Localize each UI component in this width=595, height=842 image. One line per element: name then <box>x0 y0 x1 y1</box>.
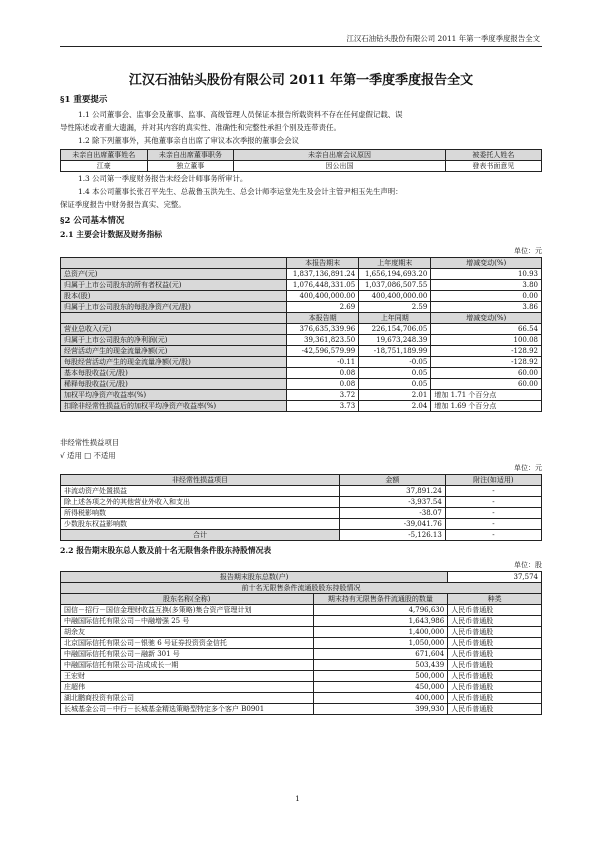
table-total-value: -5,126.13 <box>339 530 445 541</box>
table-cell: -0.05 <box>359 357 431 368</box>
applicable-choice: √ 适用 □ 不适用 <box>60 451 116 460</box>
table-header: 上年度期末 <box>359 258 431 269</box>
table-header: 未亲自出席董事职务 <box>147 150 234 161</box>
table-cell: 503,439 <box>313 660 448 671</box>
subsection-2-2-heading: 2.2 报告期末股东总人数及前十名无限售条件股东持股情况表 <box>60 546 272 555</box>
table-cell: 1,400,000 <box>313 627 448 638</box>
table-cell: 1,076,448,331.05 <box>287 280 359 291</box>
para-1-4-cont: 保证季度报告中财务报告真实、完整。 <box>60 200 186 209</box>
table-cell: 450,000 <box>313 682 448 693</box>
shareholder-subtitle: 前十名无限售条件流通股股东持股情况 <box>61 583 542 594</box>
absent-directors-table <box>60 149 542 172</box>
table-cell: 0.05 <box>359 368 431 379</box>
table-cell: 400,400,000.00 <box>359 291 431 302</box>
table-cell: 19,673,248.39 <box>359 335 431 346</box>
running-header: 江汉石油钻头股份有限公司 2011 年第一季度季度报告全文 <box>346 34 540 43</box>
table-cell: 66.54 <box>431 324 542 335</box>
table-cell: 人民币普通股 <box>448 671 542 682</box>
table-cell: 2.01 <box>359 390 431 401</box>
subsection-2-1-heading: 2.1 主要会计数据及财务指标 <box>60 230 163 239</box>
table-cell: 中融国际信托有限公司－中融增强 25 号 <box>61 616 314 627</box>
table-cell: 2.59 <box>359 302 431 313</box>
table-cell: 376,635,339.96 <box>287 324 359 335</box>
table-cell: 稀释每股收益(元/股) <box>61 379 287 390</box>
table-cell: 人民币普通股 <box>448 638 542 649</box>
table-cell: 1,643,986 <box>313 616 448 627</box>
table-cell: 因公出国 <box>234 161 446 172</box>
table-cell: 671,604 <box>313 649 448 660</box>
table-cell: 人民币普通股 <box>448 704 542 715</box>
table-cell: -128.92 <box>431 346 542 357</box>
table-cell: 1,837,136,891.24 <box>287 269 359 280</box>
table-cell: 60.00 <box>431 368 542 379</box>
table-header: 非经常性损益项目 <box>61 475 340 486</box>
table-cell: 江豪 <box>61 161 148 172</box>
para-1-1-cont: 导性陈述或者重大遗漏，并对其内容的真实性、准确性和完整性承担个别及连带责任。 <box>60 123 341 132</box>
table-cell: 人民币普通股 <box>448 616 542 627</box>
header-divider <box>60 46 542 47</box>
shareholder-total-label: 报告期末股东总数(户) <box>61 572 448 583</box>
table-cell: 39,361,823.50 <box>287 335 359 346</box>
table-cell: -3,937.54 <box>339 497 445 508</box>
table-cell: 总资产(元) <box>61 269 287 280</box>
table-header <box>61 258 287 269</box>
table-cell: 经营活动产生的现金流量净额(元) <box>61 346 287 357</box>
table-header: 股东名称(全称) <box>61 594 314 605</box>
para-1-3: 1.3 公司第一季度财务报告未经会计师事务所审计。 <box>78 174 248 183</box>
table-cell: 3.72 <box>287 390 359 401</box>
table-cell: 庄超伟 <box>61 682 314 693</box>
section-2-heading: §2 公司基本情况 <box>60 216 125 226</box>
nonrecurring-title: 非经常性损益项目 <box>60 438 120 447</box>
table-cell: 399,930 <box>313 704 448 715</box>
table-cell: 王宏财 <box>61 671 314 682</box>
table-header: 金额 <box>339 475 445 486</box>
table-header: 未亲自出席会议原因 <box>234 150 446 161</box>
table-total-note: - <box>445 530 541 541</box>
table-cell: 1,050,000 <box>313 638 448 649</box>
table-cell: 增加 1.71 个百分点 <box>431 390 542 401</box>
para-1-2: 1.2 除下列董事外，其他董事亲自出席了审议本次季报的董事会会议 <box>78 136 300 145</box>
table-cell: 中融国际信托有限公司-洁成成长一期 <box>61 660 314 671</box>
table-cell: 3.86 <box>431 302 542 313</box>
table-cell: 發表书面意见 <box>445 161 541 172</box>
table-cell: 100.08 <box>431 335 542 346</box>
table-header: 种类 <box>448 594 542 605</box>
table-cell: 营业总收入(元) <box>61 324 287 335</box>
table-cell: 400,000 <box>313 693 448 704</box>
table-cell: - <box>445 508 541 519</box>
table-cell: 归属于上市公司股东的净利润(元) <box>61 335 287 346</box>
table-cell: 1,656,194,693.20 <box>359 269 431 280</box>
table-header: 期末持有无限售条件流通股的数量 <box>313 594 448 605</box>
table-cell: 北京国际信托有限公司－银驰 6 号证券投资资金信托 <box>61 638 314 649</box>
table-cell: 226,154,706.05 <box>359 324 431 335</box>
table-cell: 人民币普通股 <box>448 660 542 671</box>
table-cell: 国信－招行－国信金理财收益互换(多策略)集合资产管理计划 <box>61 605 314 616</box>
table-cell: -42,596,579.99 <box>287 346 359 357</box>
table-header: 增减变动(%) <box>431 313 542 324</box>
table-cell: 基本每股收益(元/股) <box>61 368 287 379</box>
table-cell: - <box>445 486 541 497</box>
table-cell: 增加 1.69 个百分点 <box>431 401 542 412</box>
table-cell: 1,037,086,507.55 <box>359 280 431 291</box>
table-cell: 3.80 <box>431 280 542 291</box>
table-cell: 每股经营活动产生的现金流量净额(元/股) <box>61 357 287 368</box>
table-cell: 10.93 <box>431 269 542 280</box>
table-cell: 人民币普通股 <box>448 605 542 616</box>
table-cell: 归属于上市公司股东的所有者权益(元) <box>61 280 287 291</box>
table-cell: 0.08 <box>287 379 359 390</box>
table-cell: 中融国际信托有限公司－融新 301 号 <box>61 649 314 660</box>
table-cell: 400,400,000.00 <box>287 291 359 302</box>
table-header: 增减变动(%) <box>431 258 542 269</box>
table-cell: - <box>445 497 541 508</box>
para-1-1: 1.1 公司董事会、监事会及董事、监事、高级管理人员保证本报告所载资料不存在任何虚假记载、误 <box>78 110 403 119</box>
table-cell: -39,041.76 <box>339 519 445 530</box>
section-1-heading: §1 重要提示 <box>60 95 108 105</box>
table-cell: 除上述各项之外的其他营业外收入和支出 <box>61 497 340 508</box>
table-cell: 湖北鹏商投资有限公司 <box>61 693 314 704</box>
table-cell: 胡余友 <box>61 627 314 638</box>
table-cell: 3.73 <box>287 401 359 412</box>
document-title: 江汉石油钻头股份有限公司 2011 年第一季度季度报告全文 <box>128 73 474 88</box>
table-cell: 人民币普通股 <box>448 649 542 660</box>
unit-label: 单位：元 <box>514 464 542 472</box>
table-cell: 2.69 <box>287 302 359 313</box>
table-cell: 扣除非经常性损益后的加权平均净资产收益率(%) <box>61 401 287 412</box>
table-header: 附注(如适用) <box>445 475 541 486</box>
table-cell: 长城基金公司－中行－长城基金精选策略型特定多个客户 B0901 <box>61 704 314 715</box>
table-cell: 0.05 <box>359 379 431 390</box>
table-cell: 股本(股) <box>61 291 287 302</box>
table-cell: 独立董事 <box>147 161 234 172</box>
table-cell: 非流动资产处置损益 <box>61 486 340 497</box>
shareholders-table <box>60 571 542 715</box>
table-header: 上年同期 <box>359 313 431 324</box>
table-cell: -128.92 <box>431 357 542 368</box>
page-number: 1 <box>295 794 300 803</box>
table-cell: 人民币普通股 <box>448 682 542 693</box>
table-cell: -18,751,189.99 <box>359 346 431 357</box>
table-cell: -0.11 <box>287 357 359 368</box>
table-cell: 所得税影响数 <box>61 508 340 519</box>
table-header: 本报告期末 <box>287 258 359 269</box>
table-cell: 加权平均净资产收益率(%) <box>61 390 287 401</box>
table-cell: 2.04 <box>359 401 431 412</box>
table-cell: 37,891.24 <box>339 486 445 497</box>
table-cell: 4,796,630 <box>313 605 448 616</box>
table-cell: 归属于上市公司股东的每股净资产(元/股) <box>61 302 287 313</box>
key-financial-table <box>60 257 542 412</box>
table-cell: -38.07 <box>339 508 445 519</box>
table-header: 未亲自出席董事姓名 <box>61 150 148 161</box>
table-total-label: 合计 <box>61 530 340 541</box>
table-cell: 少数股东权益影响数 <box>61 519 340 530</box>
table-header: 本报告期 <box>287 313 359 324</box>
unit-label: 单位：股 <box>514 561 542 569</box>
table-cell: 人民币普通股 <box>448 693 542 704</box>
table-cell: 0.00 <box>431 291 542 302</box>
table-cell: 人民币普通股 <box>448 627 542 638</box>
table-cell: 60.00 <box>431 379 542 390</box>
table-cell: 0.08 <box>287 368 359 379</box>
para-1-4: 1.4 本公司董事长张召平先生、总裁鲁玉洪先生、总会计师李运堂先生及会计主管尹相玉先生声明： <box>78 187 403 196</box>
shareholder-total-value: 37,574 <box>448 572 542 583</box>
nonrecurring-table <box>60 474 542 541</box>
unit-label: 单位：元 <box>514 247 542 255</box>
table-cell: 500,000 <box>313 671 448 682</box>
table-header <box>61 313 287 324</box>
table-cell: - <box>445 519 541 530</box>
table-header: 被委托人姓名 <box>445 150 541 161</box>
